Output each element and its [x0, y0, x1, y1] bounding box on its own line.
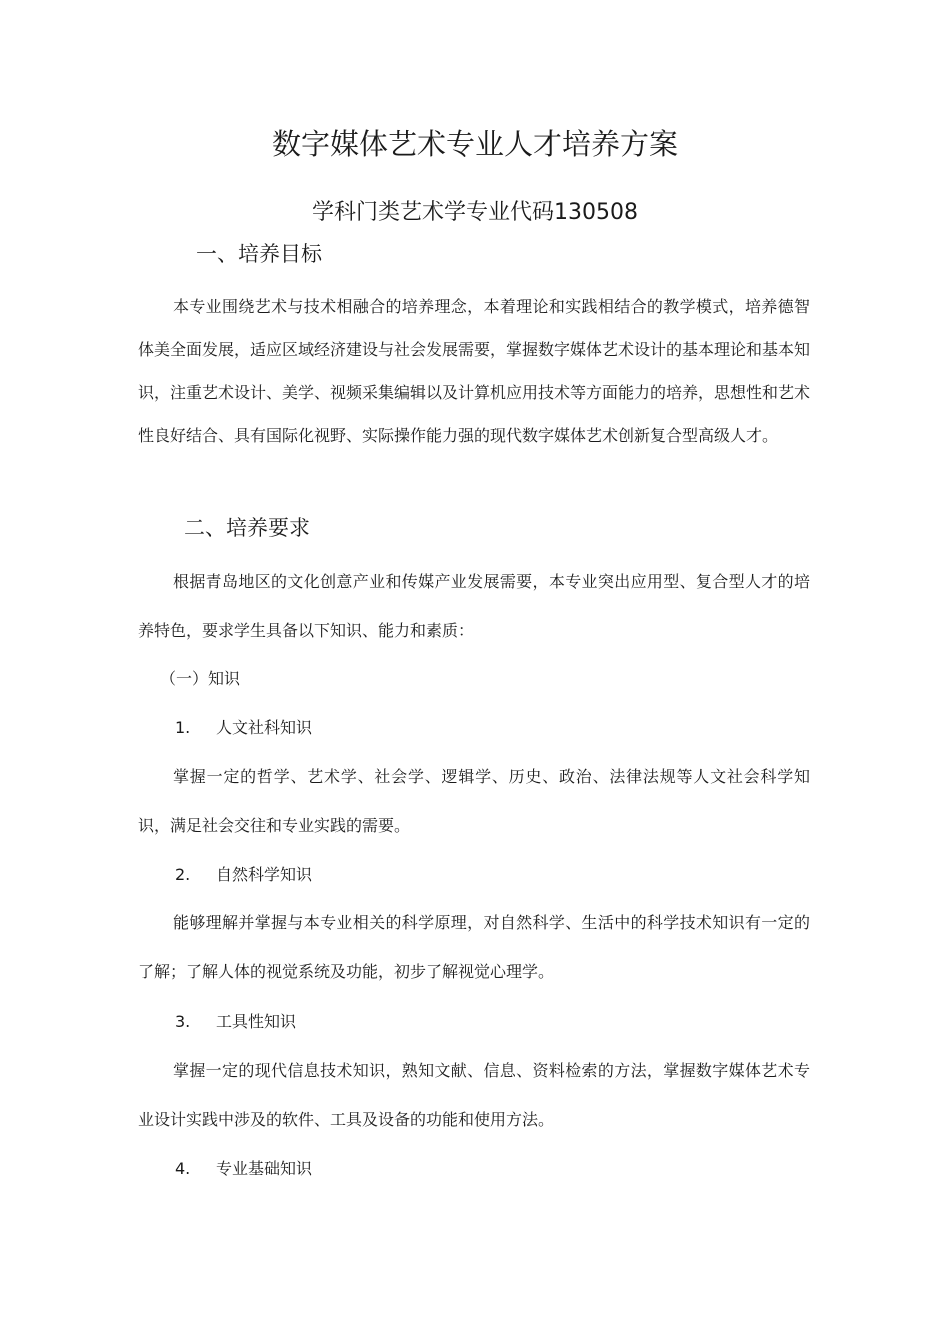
item-number: 2. — [175, 865, 191, 884]
item-heading-natural-science: 自然科学知识 — [216, 865, 313, 884]
humanities-paragraph: 掌握一定的哲学、艺术学、社会学、逻辑学、历史、政治、法律法规等人文社会科学知识，满足社会交往和专业实践的需要。 — [138, 767, 810, 835]
item-heading-professional-basics: 专业基础知识 — [216, 1159, 313, 1178]
training-goals-paragraph: 本专业围绕艺术与技术相融合的培养理念，本着理论和实践相结合的教学模式，培养德智体美全面发展，适应区域经济建设与社会发展需要，掌握数字媒体艺术设计的基本理论和基本知识，注重艺术设计、美学、视频采集编辑以及计算机应用技术等方面能力的培养，思想性和艺术性良好结合、具有国际化视野、实际操作能力强的现代数字媒体艺术创新复合型高级人才。 — [138, 297, 811, 445]
item-heading-tool-knowledge: 工具性知识 — [216, 1012, 297, 1031]
training-requirements-paragraph: 根据青岛地区的文化创意产业和传媒产业发展需要，本专业突出应用型、复合型人才的培养特色，要求学生具备以下知识、能力和素质： — [138, 572, 810, 640]
subsection-heading-knowledge: （一）知识 — [160, 669, 241, 688]
item-heading-humanities: 人文社科知识 — [216, 718, 313, 737]
natural-science-paragraph: 能够理解并掌握与本专业相关的科学原理，对自然科学、生活中的科学技术知识有一定的了解；了解人体的视觉系统及功能，初步了解视觉心理学。 — [138, 913, 810, 981]
item-number: 4. — [175, 1159, 191, 1178]
section-heading-training-goals: 一、培养目标 — [196, 242, 322, 266]
item-number: 1. — [175, 718, 191, 737]
section-heading-training-requirements: 二、培养要求 — [184, 516, 310, 540]
document-title: 数字媒体艺术专业人才培养方案 — [271, 127, 678, 161]
item-number: 3. — [175, 1012, 191, 1031]
tool-knowledge-paragraph: 掌握一定的现代信息技术知识，熟知文献、信息、资料检索的方法，掌握数字媒体艺术专业设计实践中涉及的软件、工具及设备的功能和使用方法。 — [138, 1061, 810, 1129]
document-subtitle: 学科门类艺术学专业代码130508 — [312, 200, 638, 225]
